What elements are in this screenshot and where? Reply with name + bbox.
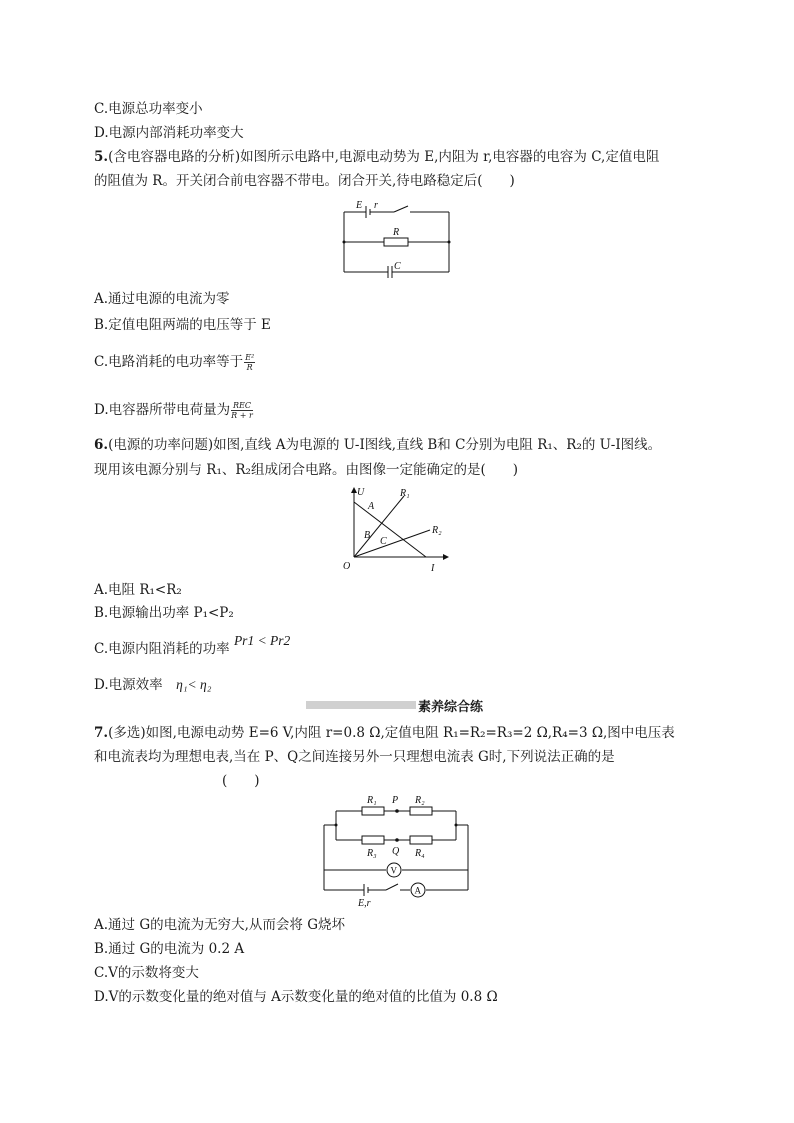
q6-label-o: O xyxy=(343,561,351,572)
q5-option-c-numerator: E² xyxy=(245,353,255,362)
q7-option-d: D.V的示数变化量的绝对值与 A示数变化量的绝对值的比值为 0.8 Ω xyxy=(94,989,498,1005)
q7-option-b: B.通过 G的电流为 0.2 A xyxy=(94,941,245,957)
q5-stem-text1: (含电容器电路的分析)如图所示电路中,电源电动势为 E,内阻为 r,电容器的电容为 C,定值电阻 xyxy=(108,149,660,165)
q7-number: 7. xyxy=(94,725,109,741)
q5-option-d-denominator: R + r xyxy=(231,411,253,420)
q5-option-c-denominator: R xyxy=(246,363,253,372)
q5-number: 5. xyxy=(94,149,109,165)
q5-option-d-numerator: REC xyxy=(232,401,251,410)
q6-option-c-math: Pr1 < Pr2 xyxy=(233,633,291,648)
q7-option-c: C.V的示数将变大 xyxy=(94,965,199,981)
q7-stem-line3: ( ) xyxy=(222,773,260,789)
q7-label-v: V xyxy=(390,865,397,876)
q7-label-r3: R₃ xyxy=(367,848,377,859)
q6-label-r2: R₂ xyxy=(432,525,442,536)
q5-option-a: A.通过电源的电流为零 xyxy=(94,291,230,307)
q6-stem-line2: 现用该电源分别与 R₁、R₂组成闭合电路。由图像一定能确定的是( ) xyxy=(94,462,518,478)
q6-label-b: B xyxy=(364,530,371,541)
q6-label-c: C xyxy=(380,536,387,547)
q7-label-q: Q xyxy=(392,846,400,857)
q6-option-a: A.电阻 R₁<R₂ xyxy=(94,582,182,598)
q6-option-c-text: C.电源内阻消耗的功率 xyxy=(94,641,230,657)
q7-resistor-r4 xyxy=(410,836,432,844)
q6-stem-text1: (电源的功率问题)如图,直线 A为电源的 U-I图线,直线 B和 C分别为电阻 R₁、R₂的 U-I图线。 xyxy=(108,437,662,453)
q6-option-b: B.电源输出功率 P₁<P₂ xyxy=(94,605,234,621)
q7-node-q xyxy=(395,838,399,842)
q7-option-a: A.通过 G的电流为无穷大,从而会将 G烧坏 xyxy=(94,917,345,933)
section-title: 素养综合练 xyxy=(418,700,484,715)
q7-stem-line2: 和电流表均为理想电表,当在 P、Q之间连接另外一只理想电流表 G时,下列说法正确的是 xyxy=(94,749,615,765)
q7-node-p xyxy=(395,809,399,813)
q6-label-i: I xyxy=(431,563,435,574)
option-c-prev: C.电源总功率变小 xyxy=(94,101,203,117)
q6-option-d-text: D.电源效率 xyxy=(94,677,163,693)
q7-label-a: A xyxy=(414,885,421,896)
q6-number: 6. xyxy=(94,437,109,453)
q7-label-er: E,r xyxy=(358,898,371,909)
q7-resistor-r1 xyxy=(362,807,384,815)
q6-label-r1: R₁ xyxy=(400,488,410,499)
q5-option-b: B.定值电阻两端的电压等于 E xyxy=(94,317,271,333)
q5-stem-line2: 的阻值为 R。开关闭合前电容器不带电。闭合开关,待电路稳定后( ) xyxy=(94,173,515,189)
q5-option-d-text: D.电容器所带电荷量为 xyxy=(94,402,231,418)
q5-label-e: E xyxy=(356,200,363,211)
q7-label-p: P xyxy=(392,795,399,806)
q5-label-capacitor: C xyxy=(394,261,401,272)
q5-label-r: r xyxy=(374,200,378,211)
q6-label-u: U xyxy=(357,487,365,498)
q6-label-a: A xyxy=(368,501,375,512)
q7-label-r1: R₁ xyxy=(367,795,377,806)
q6-option-d-math: η₁< η₂ xyxy=(176,677,212,692)
option-d-prev: D.电源内部消耗功率变大 xyxy=(94,125,244,141)
q5-label-resistor: R xyxy=(393,227,400,238)
q7-label-r4: R₄ xyxy=(415,848,425,859)
q5-option-c-text: C.电路消耗的电功率等于 xyxy=(94,354,244,370)
q7-label-r2: R₂ xyxy=(415,795,425,806)
q7-resistor-r3 xyxy=(362,836,384,844)
q7-stem-text1: (多选)如图,电源电动势 E=6 V,内阻 r=0.8 Ω,定值电阻 R₁=R₂=R₃=2 Ω,R₄=3 Ω,图中电压表 xyxy=(108,725,675,741)
q7-switch xyxy=(386,884,398,890)
q7-resistor-r2 xyxy=(410,807,432,815)
